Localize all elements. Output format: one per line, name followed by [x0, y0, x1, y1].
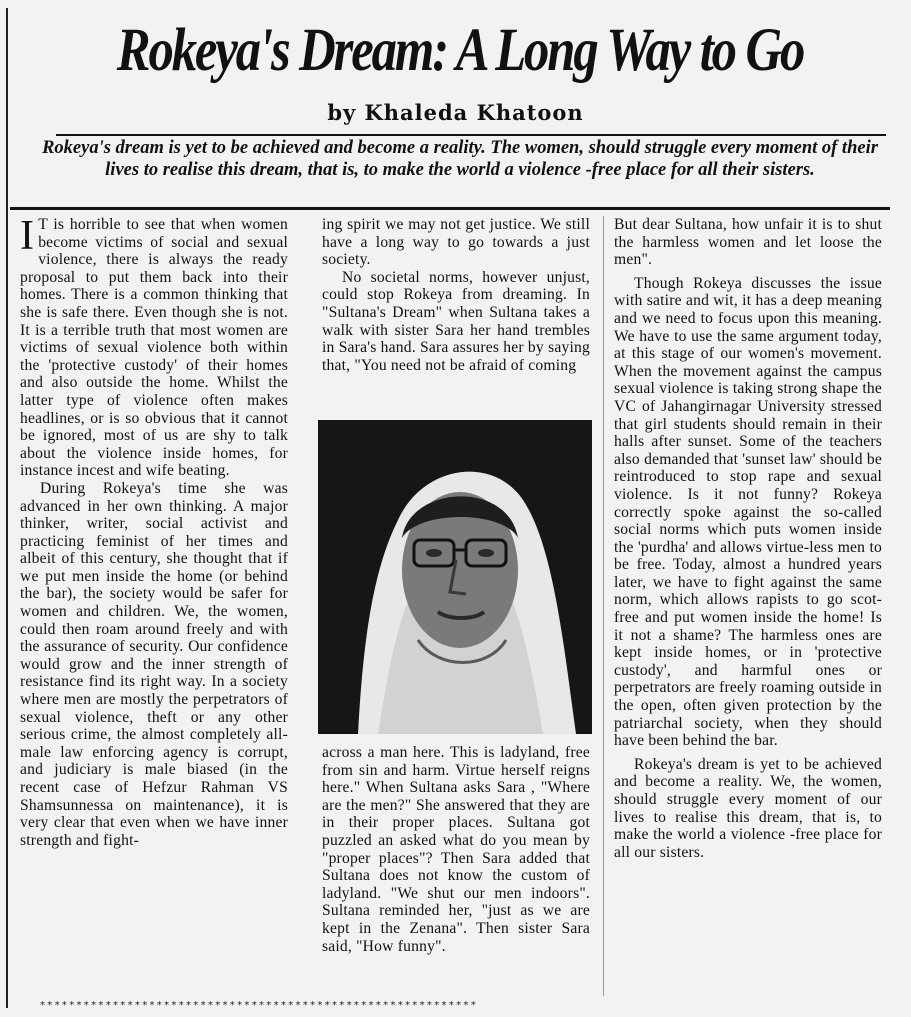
- body-column-3: [614, 216, 882, 861]
- paragraph-conclusion: Rokeya's dream is yet to be achieved and become a reality. We, the women, should struggle every moment of our lives to realise this dream, that is, to make the world a violence -free place for all our sisters.: [614, 755, 882, 861]
- headline: Rokeya's Dream: A Long Way to Go: [116, 17, 804, 84]
- byline: by Khaleda Khatoon: [327, 100, 584, 125]
- deck-bottom-rule: [10, 207, 890, 210]
- left-column-rule: [6, 8, 8, 1008]
- column-separator: [603, 216, 604, 996]
- drop-cap: I: [20, 213, 35, 259]
- paragraph-rokeya-time: During Rokeya's time she was advanced in her own thinking. A major thinker, writer, social activist and practicing feminist of her times and albeit of this century, she thought that if we put men inside the home (or behind the bar), the society would be safer for women and children. We, the women, could then roam around freely and with the assurance of security. Our confidence would grow and the inner strength of resistance find its right way. In a society where men are mostly the perpetrators of sexual violence, theft or any other serious crime, the almost completely all-male law enforcing agency is corrupt, and judiciary is male biased (in the recent case of Hefzur Rahman VS Shamsunnessa on maintenance), it is very clear that even when we have inner strength and fight-: [20, 479, 288, 849]
- paragraph-sultanas-dream: No societal norms, however unjust, could stop Rokeya from dreaming. In "Sultana's Dream" when Sultana takes a walk with sister Sara her hand trembles in Sara's hand. Sara assures her by saying that, "You need not be afraid of coming: [322, 268, 590, 374]
- deck-top-rule: [56, 134, 886, 136]
- paragraph-intro-text: T is horrible to see that when women become victims of social and sexual violence, there is always the ready proposal to put them back into their homes. There is a common thinking that she is safe there. Even though she is not. It is a terrible truth that most women are victims of sexual violence both within the 'protective custody' of their homes and also outside the home. Whilst the latter type of violence often makes headlines, or is so obvious that it cannot be ignored, most of us are shy to talk about the violence inside homes, for instance incest and wife beating.: [20, 216, 288, 480]
- paragraph-ladyland: across a man here. This is ladyland, free from sin and harm. Virtue herself reigns here." When Sultana asks Sara , "Where are the men?" She answered that they are in their proper places. Sultana got puzzled an asked what do you mean by "proper places"? Then Sara added that Sultana does not know the custom of ladyland. "We shut our men indoors". Sultana reminded her, "just as we are kept in the Zenana". Then sister Sara said, "How funny".: [322, 744, 590, 955]
- paragraph-satire: Though Rokeya discusses the issue with satire and wit, it has a deep meaning and we need to focus upon this meaning. We have to use the same argument today, at this stage of our women's movement. When the movement against the campus sexual violence is taking strong shape the VC of Jahangirnagar University stressed that girl students should remain in their halls after sunset. Some of the teachers also demanded that 'sunset law' should be reintroduced to stop rape and sexual violence. Is it not funny? Rokeya correctly spoke against the so-called social norms which puts women inside the 'purdha' and allows virtue-less men to be free. Today, almost a hundred years later, we have to fight against the same norm, which allows rapists to go scot-free and put women inside the home! Is it not a shame? The harmless ones are kept inside homes, or in 'protective custody', and harmful ones or perpetrators are freely roaming outside in the open, often given protection by the patriarchal society, when they should have been behind the bar.: [614, 274, 882, 750]
- body-column-2-top: [322, 216, 590, 374]
- paragraph-dear-sultana: But dear Sultana, how unfair it is to shut the harmless women and let loose the men".: [614, 216, 882, 269]
- rokeya-portrait-photo: [318, 420, 592, 734]
- body-column-2-bottom: [322, 744, 590, 955]
- paragraph-continued: ing spirit we may not get justice. We still have a long way to go towards a just society.: [322, 216, 590, 269]
- portrait-illustration: [318, 420, 592, 734]
- paragraph-intro: [20, 213, 288, 480]
- body-column-1: [20, 213, 288, 849]
- footer-star-rule: ************************************************************: [40, 1000, 478, 1011]
- deck-summary: Rokeya's dream is yet to be achieved and become a reality. The women, should struggle every moment of their lives to realise this dream, that is, to make the world a violence -free place for all their sisters.: [42, 138, 878, 180]
